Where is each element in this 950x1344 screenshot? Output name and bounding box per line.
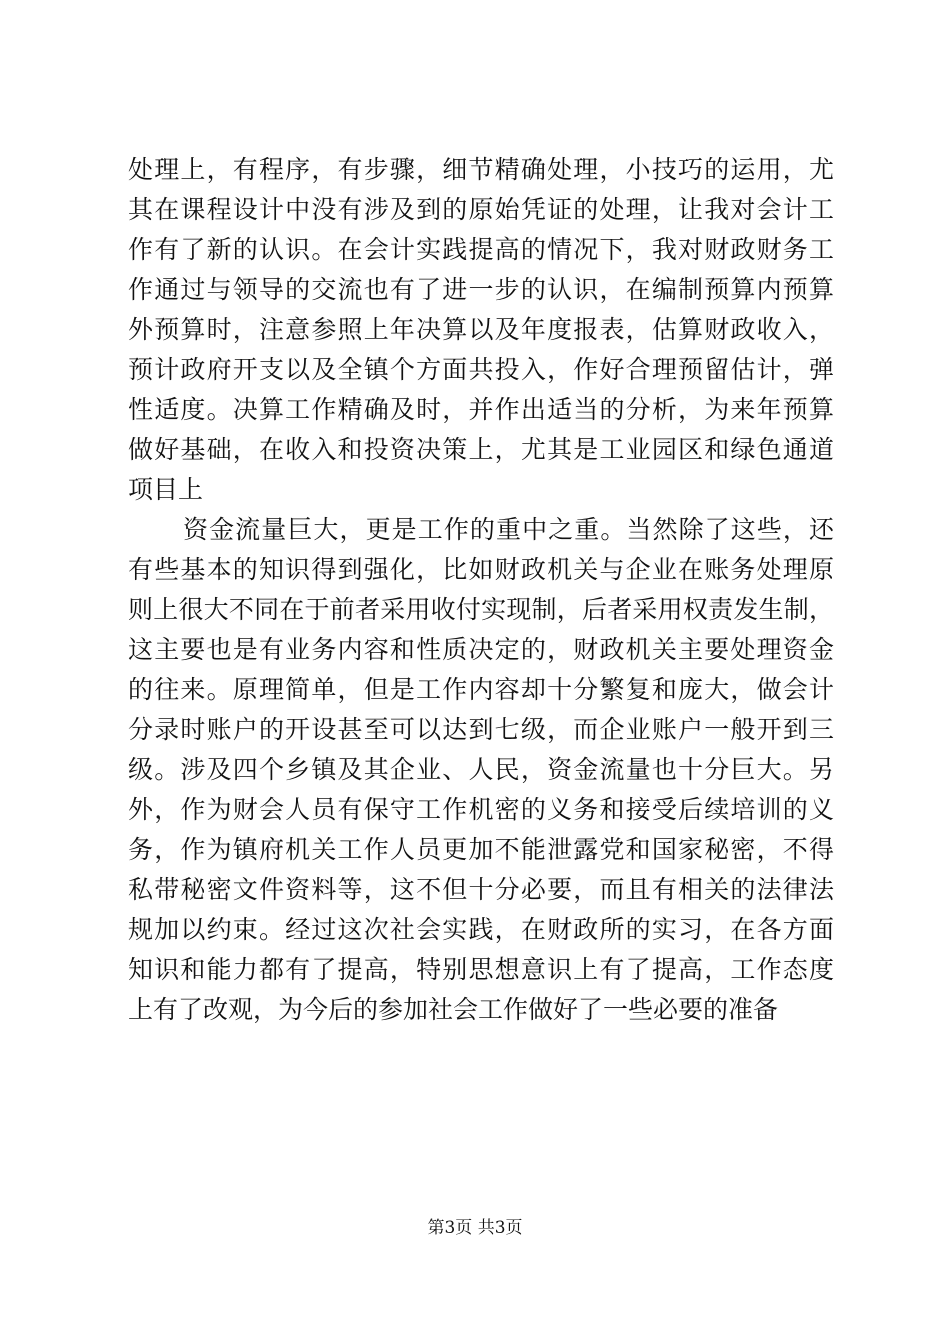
text-line: 项目上 [128,475,204,504]
text-line: 私带秘密文件资料等，这不但十分必要，而且有相关的法律法 [128,875,834,904]
text-line: 处理上，有程序，有步骤，细节精确处理，小技巧的运用，尤 [128,155,834,184]
text-line: 作通过与领导的交流也有了进一步的认识，在编制预算内预算 [128,275,834,304]
text-line: 这主要也是有业务内容和性质决定的，财政机关主要处理资金 [128,635,834,664]
text-line: 知识和能力都有了提高，特别思想意识上有了提高，工作态度 [128,955,834,984]
text-line: 分录时账户的开设甚至可以达到七级，而企业账户一般开到三 [128,715,834,744]
text-line: 的往来。原理简单，但是工作内容却十分繁复和庞大，做会计 [128,675,834,704]
text-line: 外，作为财会人员有保守工作机密的义务和接受后续培训的义 [128,795,834,824]
text-line: 上有了改观，为今后的参加社会工作做好了一些必要的准备 [128,995,779,1024]
text-line: 务，作为镇府机关工作人员更加不能泄露党和国家秘密，不得 [128,835,834,864]
text-line: 做好基础，在收入和投资决策上，尤其是工业园区和绿色通道 [128,435,834,464]
text-line: 规加以约束。经过这次社会实践，在财政所的实习，在各方面 [128,915,834,944]
text-line: 有些基本的知识得到强化，比如财政机关与企业在账务处理原 [128,555,834,584]
text-line: 外预算时，注意参照上年决算以及年度报表，估算财政收入， [128,315,834,344]
text-line: 预计政府开支以及全镇个方面共投入，作好合理预留估计，弹 [128,355,834,384]
text-line: 性适度。决算工作精确及时，并作出适当的分析，为来年预算 [128,395,834,424]
paragraph [128,150,834,510]
text-line: 其在课程设计中没有涉及到的原始凭证的处理，让我对会计工 [128,195,834,224]
page-number-footer: 第3页 共3页 [427,1218,523,1238]
paragraph [128,510,834,1030]
text-line: 级。涉及四个乡镇及其企业、人民，资金流量也十分巨大。另 [128,755,834,784]
text-line: 作有了新的认识。在会计实践提高的情况下，我对财政财务工 [128,235,834,264]
text-line: 资金流量巨大，更是工作的重中之重。当然除了这些，还 [183,515,834,544]
text-line: 则上很大不同在于前者采用收付实现制，后者采用权责发生制， [128,595,834,624]
body-text [128,150,834,1030]
